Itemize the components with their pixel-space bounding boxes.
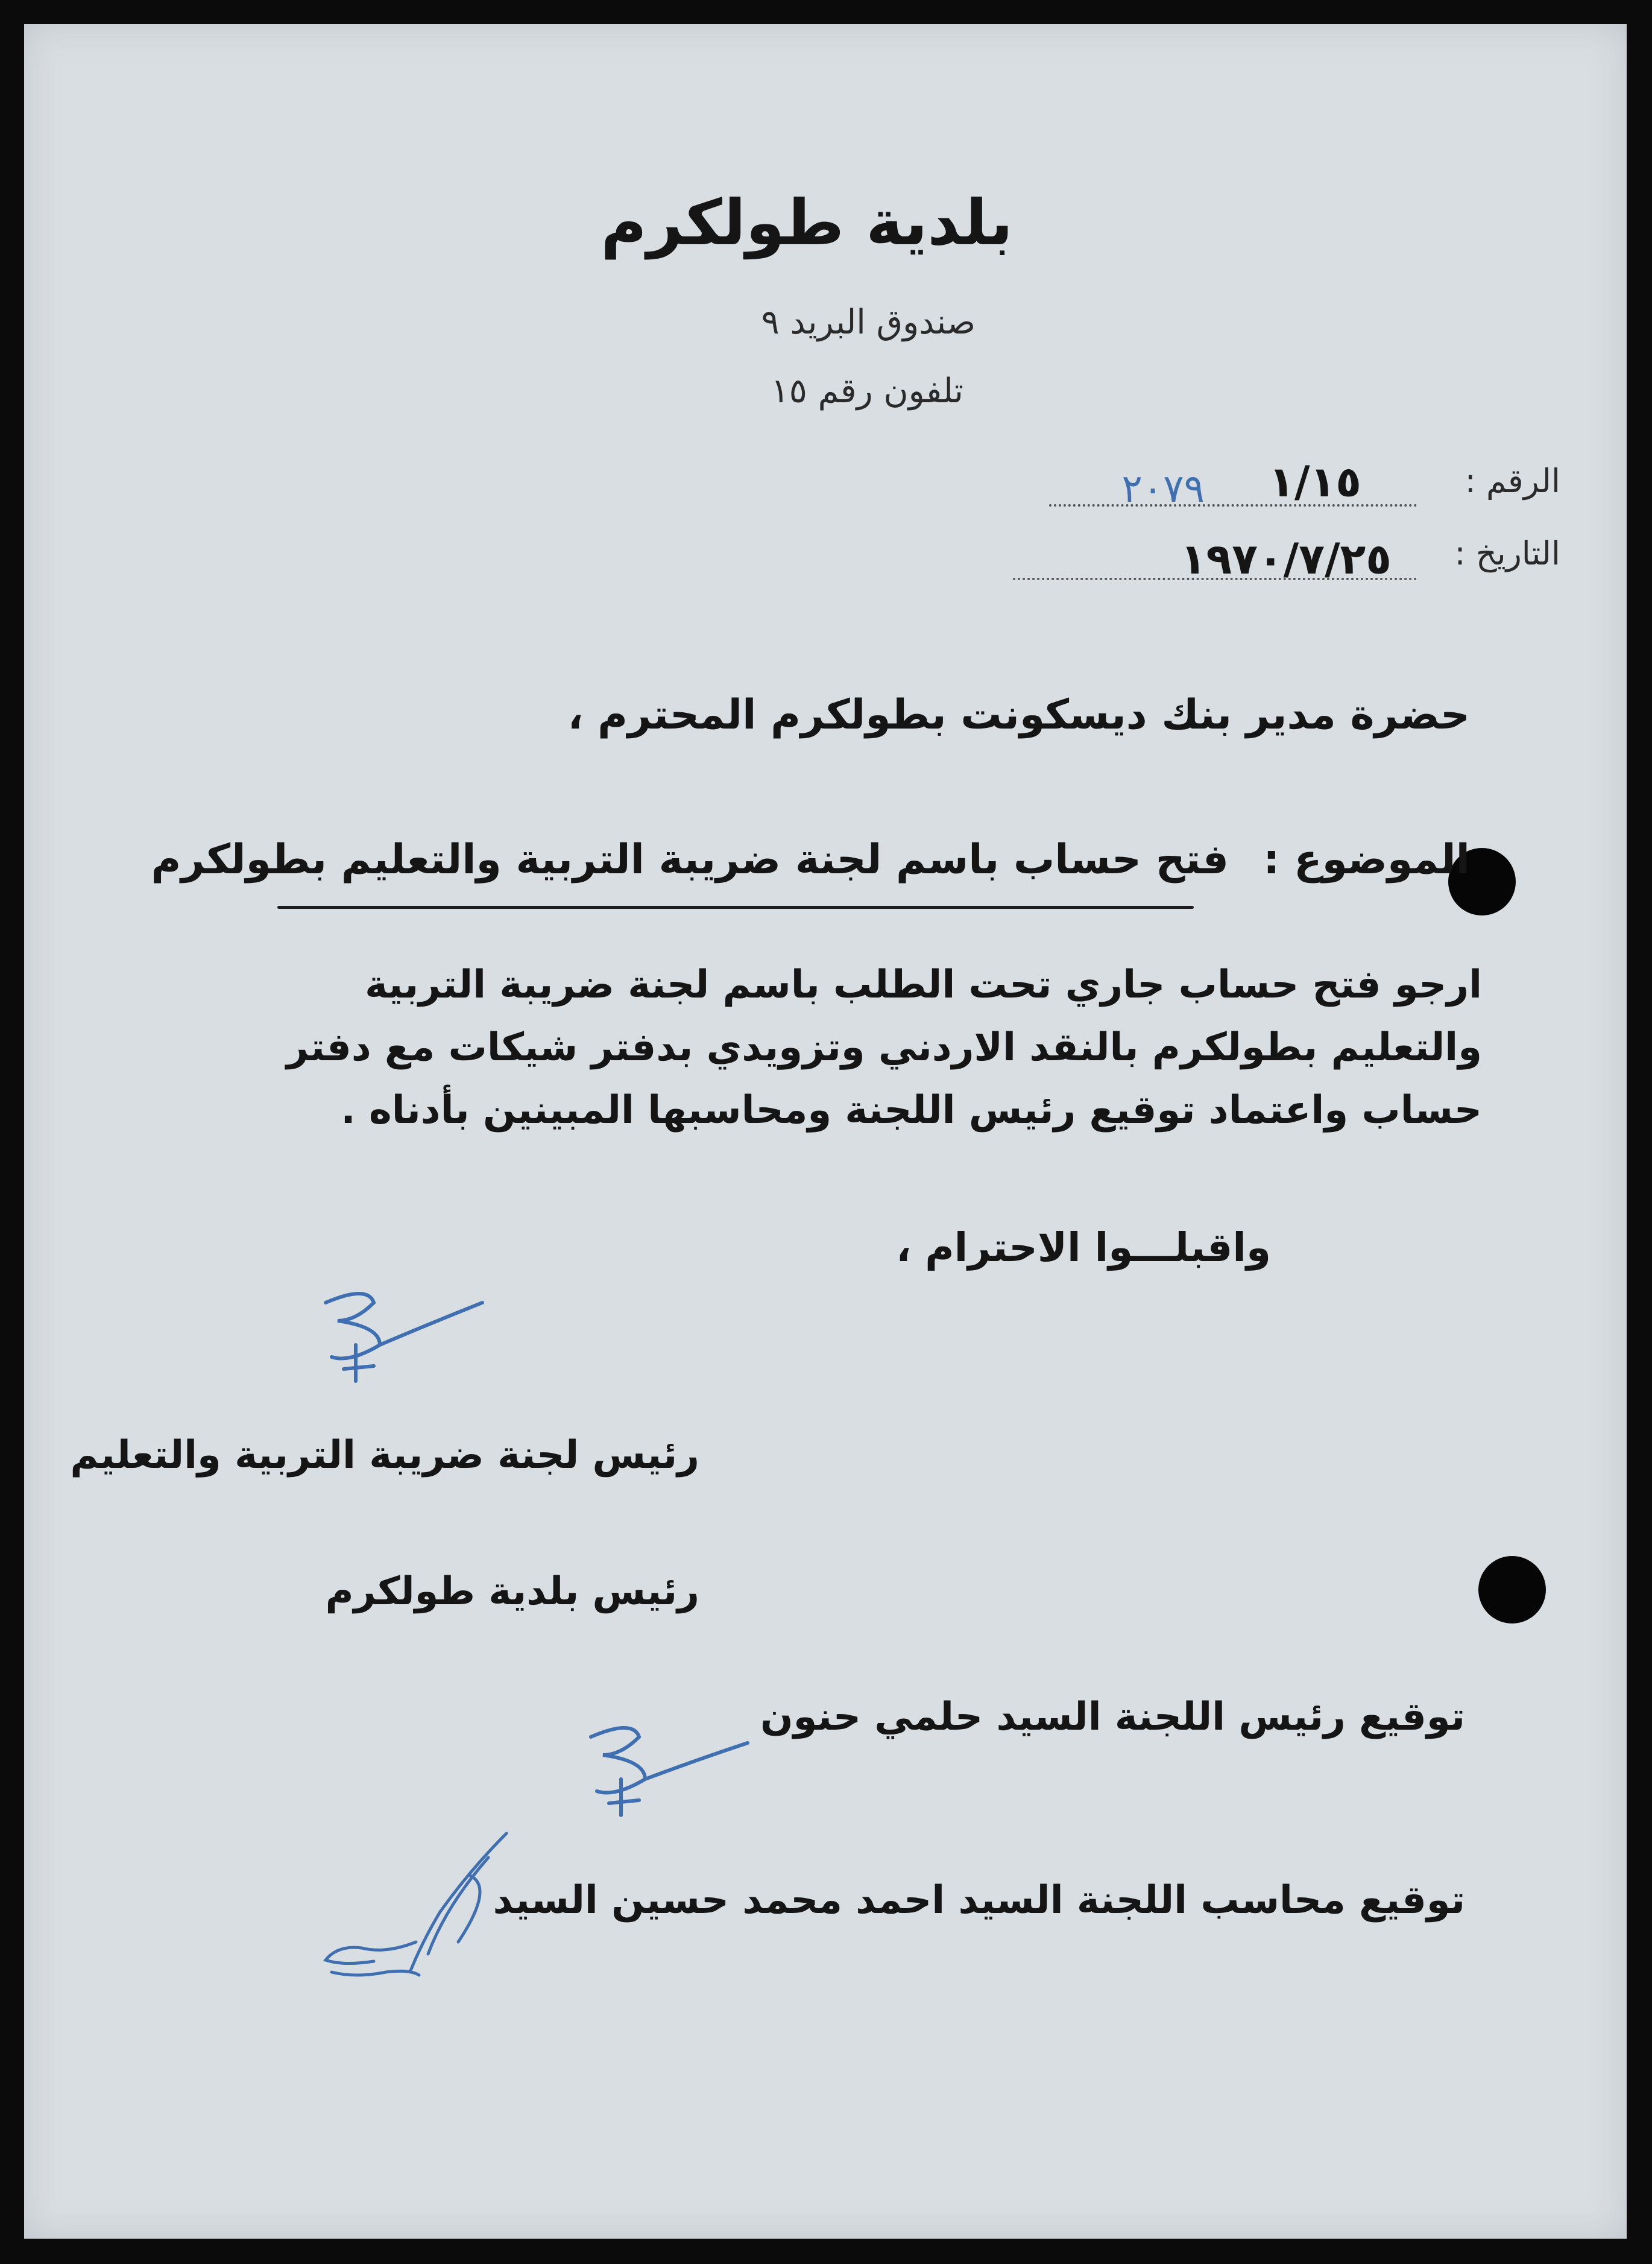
letterhead-po-box: صندوق البريد ٩ <box>761 303 976 342</box>
closing-line: واقبلـــوا الاحترام ، <box>896 1224 1271 1271</box>
reference-number-dotted-line <box>1049 504 1417 507</box>
body-line-3: حساب واعتماد توقيع رئيس اللجنة ومحاسبها المبينين بأدناه . <box>341 1088 1482 1133</box>
mayor-title: رئيس بلدية طولكرم <box>325 1569 699 1614</box>
body-line-2: والتعليم بطولكرم بالنقد الاردني وتزويدي بدفتر شيكات مع دفتر <box>286 1025 1482 1070</box>
date-label: التاريخ : <box>1454 534 1560 572</box>
body-line-1: ارجو فتح حساب جاري تحت الطلب باسم لجنة ضريبة التربية <box>365 963 1482 1007</box>
chair-signature <box>567 1707 760 1833</box>
subject-label: الموضوع : <box>1263 836 1470 884</box>
committee-head-signature <box>301 1279 500 1399</box>
letterhead-municipality: بلدية طولكرم <box>601 186 1013 259</box>
recipient-line: حضرة مدير بنك ديسكونت بطولكرم المحترم ، <box>567 691 1470 739</box>
letter-page <box>24 24 1627 2239</box>
punch-hole-bottom <box>1478 1556 1546 1624</box>
subject-text: فتح حساب باسم لجنة ضريبة التربية والتعليم بطولكرم <box>151 836 1229 884</box>
accountant-signature-line: توقيع محاسب اللجنة السيد احمد محمد حسين السيد <box>493 1878 1465 1923</box>
chair-signature-line: توقيع رئيس اللجنة السيد حلمي حنون <box>760 1695 1465 1739</box>
subject-underline <box>277 906 1194 909</box>
reference-number-label: الرقم : <box>1464 462 1560 500</box>
reference-number-stamp: ٢٠٧٩ <box>1121 467 1205 511</box>
letterhead-phone: تلفون رقم ١٥ <box>771 372 963 411</box>
committee-head-title: رئيس لجنة ضريبة التربية والتعليم <box>70 1433 699 1478</box>
accountant-signature <box>289 1821 555 1996</box>
date-value: ١٩٧٠/٧/٢٥ <box>1180 534 1392 584</box>
reference-number-value: ١/١٥ <box>1269 457 1361 507</box>
